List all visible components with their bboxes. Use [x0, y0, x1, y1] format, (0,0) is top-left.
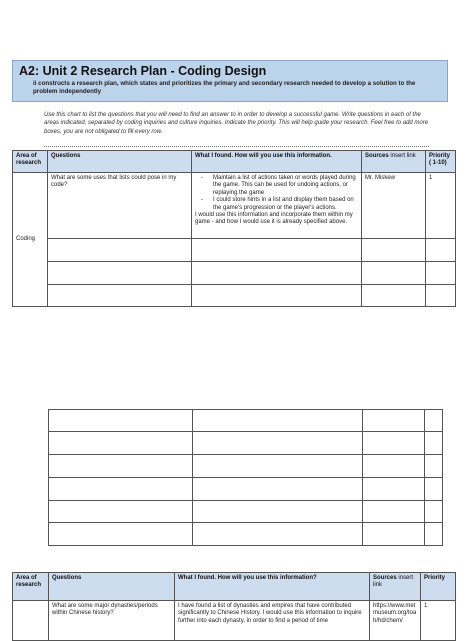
- research-table-coding: [12, 150, 456, 307]
- priority-cell[interactable]: [425, 501, 443, 523]
- table-row: [49, 501, 443, 523]
- source-cell[interactable]: [362, 239, 426, 262]
- question-cell[interactable]: [48, 239, 192, 262]
- question-cell[interactable]: What are some uses that lists could pose in my code?: [48, 173, 192, 239]
- question-cell[interactable]: [49, 478, 193, 501]
- page-subtitle: ii constructs a research plan, which states and prioritizes the primary and secondary research needed to develop a solution to the problem independently: [33, 80, 416, 95]
- source-cell[interactable]: [363, 432, 425, 455]
- question-cell[interactable]: [49, 455, 193, 478]
- found-cell[interactable]: [192, 262, 362, 285]
- found-cell[interactable]: [193, 455, 363, 478]
- header-sources-note: insert link: [373, 575, 414, 589]
- priority-cell[interactable]: [425, 478, 443, 501]
- header-sources: [370, 573, 421, 601]
- found-cell[interactable]: [193, 432, 363, 455]
- priority-cell[interactable]: [426, 239, 456, 262]
- table-row: [13, 173, 456, 239]
- source-cell[interactable]: [363, 478, 425, 501]
- table-row: [49, 410, 443, 432]
- table-row: [13, 239, 456, 262]
- header-questions: Questions: [49, 573, 175, 601]
- priority-cell[interactable]: [425, 410, 443, 432]
- priority-cell[interactable]: [426, 285, 456, 307]
- question-cell[interactable]: [49, 410, 193, 432]
- page-header: [12, 60, 448, 102]
- found-cell[interactable]: [192, 285, 362, 307]
- header-sources-label: Sources: [373, 575, 397, 581]
- research-table-continued: [48, 409, 443, 546]
- header-sources: [362, 151, 426, 173]
- header-area-of-research: Area of research: [13, 573, 49, 601]
- question-cell[interactable]: [48, 262, 192, 285]
- table-row: [49, 523, 443, 546]
- found-cell[interactable]: [192, 239, 362, 262]
- table-row: [49, 432, 443, 455]
- header-what-i-found: What I found. How will you use this information?: [175, 573, 370, 601]
- question-cell[interactable]: [49, 432, 193, 455]
- found-bullet: - I could store hints in a list and display them based on the game's progression or the player's actions.: [213, 197, 358, 212]
- found-cell[interactable]: [193, 478, 363, 501]
- found-cell[interactable]: [192, 173, 362, 239]
- table-row: [13, 285, 456, 307]
- source-cell[interactable]: [363, 501, 425, 523]
- source-cell[interactable]: Mr. Miskew: [362, 173, 426, 239]
- area-cell-coding: Coding: [13, 173, 48, 307]
- header-questions: Questions: [48, 151, 192, 173]
- table-row: [13, 262, 456, 285]
- divider: [44, 146, 429, 147]
- source-cell[interactable]: [363, 523, 425, 546]
- table-row: [49, 478, 443, 501]
- instructions-text: Use this chart to list the questions that you will need to find an answer to in order to develop a successful game. Write questions in each of the areas indicated, separated by coding inquiries and culture inquiries. Indicate the priority. This will help guide your research. Feel free to add more boxes, you are not obligated to fill every row.: [44, 112, 429, 135]
- header-sources-note: insert link: [388, 153, 416, 159]
- found-cell[interactable]: I have found a list of dynasties and empires that have contributed significantly to Chinese History. I would use this information to inquire further into each dynasty, in order to find a period of time: [175, 601, 370, 641]
- header-priority: Priority: [421, 573, 456, 601]
- source-cell[interactable]: [362, 262, 426, 285]
- table-row: [49, 455, 443, 478]
- header-sources-label: Sources: [365, 153, 389, 159]
- source-cell[interactable]: [363, 410, 425, 432]
- source-cell[interactable]: [363, 455, 425, 478]
- found-text: I would use this information and incorporate them within my game - and how I would use it is already specified above.: [195, 212, 353, 226]
- header-area-of-research: Area of research: [13, 151, 48, 173]
- priority-cell[interactable]: [426, 262, 456, 285]
- source-cell[interactable]: https://www.metmuseum.org/toah/hd/chem/: [370, 601, 421, 641]
- found-cell[interactable]: [193, 523, 363, 546]
- found-list: [195, 175, 358, 212]
- priority-cell[interactable]: [425, 455, 443, 478]
- priority-cell[interactable]: 1: [426, 173, 456, 239]
- page-title: A2: Unit 2 Research Plan - Coding Design: [19, 64, 267, 78]
- question-cell[interactable]: [48, 285, 192, 307]
- table-row: [13, 601, 456, 641]
- question-cell[interactable]: [49, 501, 193, 523]
- found-bullet: - Maintain a list of actions taken or words played during the game. This can be used for undoing actions, or replaying the game: [213, 175, 358, 197]
- question-cell[interactable]: [49, 523, 193, 546]
- priority-cell[interactable]: [425, 432, 443, 455]
- source-cell[interactable]: [362, 285, 426, 307]
- area-cell: [13, 601, 49, 641]
- research-table-culture: [12, 572, 456, 641]
- priority-cell[interactable]: [425, 523, 443, 546]
- found-cell[interactable]: [193, 501, 363, 523]
- header-what-i-found: What I found. How will you use this information.: [192, 151, 362, 173]
- found-cell[interactable]: [193, 410, 363, 432]
- question-cell[interactable]: What are some major dynasties/periods within Chinese history?: [49, 601, 175, 641]
- header-priority: Priority ( 1-10): [426, 151, 456, 173]
- priority-cell[interactable]: 1: [421, 601, 456, 641]
